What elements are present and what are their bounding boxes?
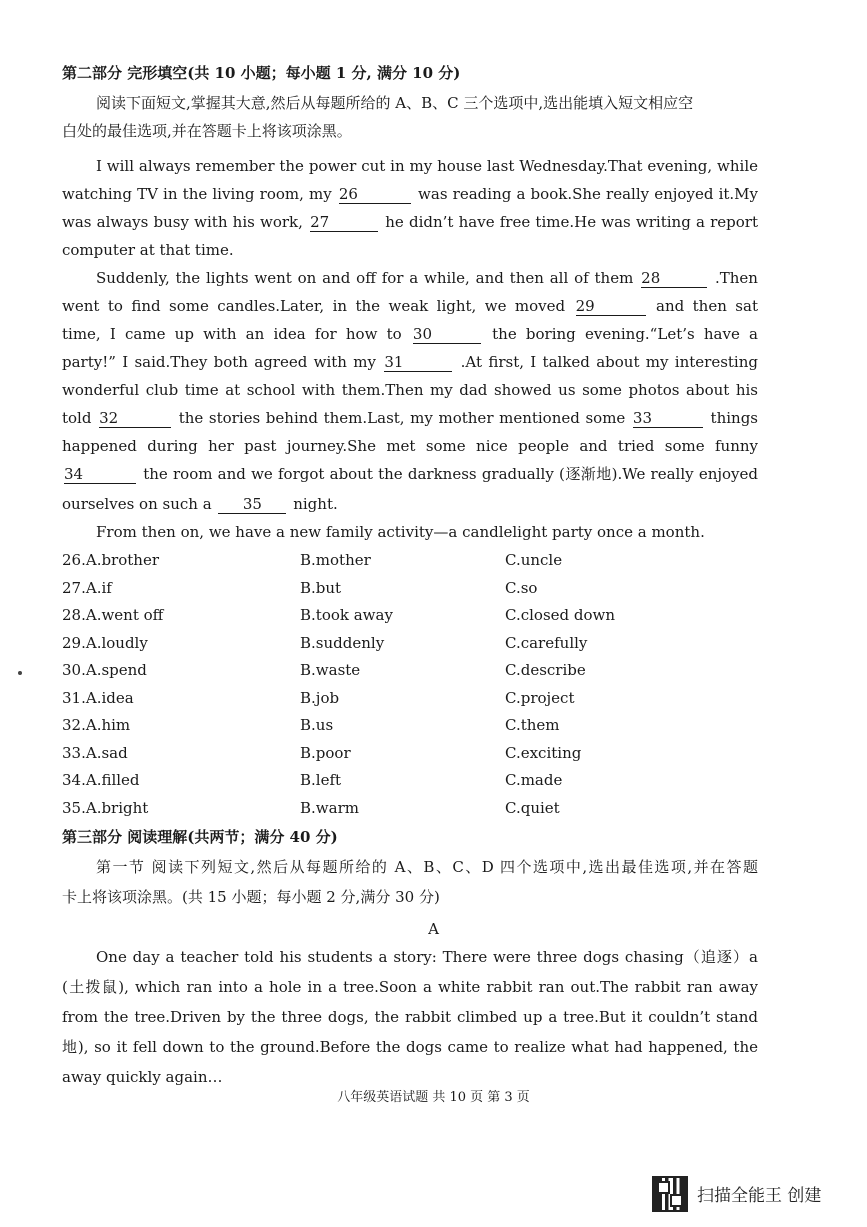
option-b: B.job (300, 688, 340, 707)
option-a: 30.A.spend (62, 661, 147, 679)
option-c: C.so (505, 578, 538, 597)
passage-line: 地), so it fell down to the ground.Before the dogs came to realize what had happened, the (62, 1038, 758, 1056)
option-c: C.quiet (505, 798, 560, 817)
blank-33: 33 (633, 409, 703, 428)
cloze-line: happened during her past journey.She met some nice people and tried some funny (62, 437, 758, 455)
option-a: 35.A.bright (62, 798, 149, 817)
part2-instruction-2: 白处的最佳选项,并在答题卡上将该项涂黑。 (62, 122, 352, 140)
part3-heading: 第三部分 阅读理解(共两节；满分 40 分) (62, 828, 338, 846)
blank-26: 26 (339, 185, 411, 204)
option-c: C.carefully (505, 633, 588, 652)
option-c: C.describe (505, 661, 586, 679)
option-b: B.waste (300, 661, 361, 679)
passage-line: away quickly again… (62, 1068, 223, 1086)
scan-dot (18, 671, 22, 675)
passage-line: from the tree.Driven by the three dogs, the rabbit climbed up a tree.But it couldn’t stand (62, 1008, 758, 1026)
option-c: C.made (505, 771, 563, 789)
cloze-line: told 32 the stories behind them.Last, my mother mentioned some 33 things (62, 409, 758, 427)
option-a: 31.A.idea (62, 688, 134, 707)
option-a: 34.A.filled (62, 771, 140, 789)
cloze-line: I will always remember the power cut in my house last Wednesday.That evening, while (96, 157, 758, 175)
part2-heading: 第二部分 完形填空(共 10 小题；每小题 1 分, 满分 10 分) (62, 64, 461, 82)
passage-line: One day a teacher told his students a story: There were three dogs chasing（追逐）a (96, 948, 758, 966)
blank-29: 29 (576, 297, 646, 316)
option-b: B.us (300, 716, 334, 734)
blank-34: 34 (64, 465, 136, 484)
cloze-line: time, I came up with an idea for how to 30 the boring evening.“Let’s have a (62, 325, 758, 343)
blank-35: 35 (218, 495, 286, 514)
option-b: B.left (300, 771, 342, 789)
option-a: 29.A.loudly (62, 633, 148, 652)
part2-instruction-1: 阅读下面短文,掌握其大意,然后从每题所给的 A、B、C 三个选项中,选出能填入短文相应空 (96, 94, 694, 112)
page-footer: 八年级英语试题 共 10 页 第 3 页 (337, 1090, 530, 1105)
passage-label: A (428, 920, 439, 938)
cloze-line: watching TV in the living room, my 26 was reading a book.She really enjoyed it.My (62, 185, 758, 203)
cloze-line: Suddenly, the lights went on and off for a while, and then all of them 28 .Then (96, 269, 758, 287)
cloze-line: 34 the room and we forgot about the darkness gradually (逐渐地).We really enjoyed (64, 465, 758, 483)
option-b: B.poor (300, 743, 351, 762)
option-b: B.suddenly (300, 633, 385, 652)
option-c: C.uncle (505, 551, 563, 569)
option-a: 28.A.went off (62, 606, 164, 624)
qr-code-icon (652, 1176, 688, 1212)
cloze-line: ourselves on such a 35 night. (62, 495, 338, 513)
blank-32: 32 (99, 409, 171, 428)
option-a: 26.A.brother (62, 551, 159, 569)
cloze-closing-line: From then on, we have a new family activity—a candlelight party once a month. (96, 523, 705, 541)
passage-line: (土拨鼠), which ran into a hole in a tree.Soon a white rabbit ran out.The rabbit ran away (62, 978, 758, 996)
part3-instruction-2: 卡上将该项涂黑。(共 15 小题；每小题 2 分,满分 30 分) (62, 888, 440, 906)
blank-27: 27 (310, 213, 378, 232)
option-b: B.took away (300, 606, 393, 624)
cloze-line: went to find some candles.Later, in the weak light, we moved 29 and then sat (62, 297, 758, 315)
option-a: 32.A.him (62, 716, 131, 734)
cloze-line: was always busy with his work, 27 he didn’t have free time.He was writing a report (62, 213, 758, 231)
cloze-line: wonderful club time at school with them.Then my dad showed us some photos about his (62, 381, 758, 399)
option-b: B.mother (300, 551, 371, 569)
option-c: C.closed down (505, 606, 616, 624)
blank-31: 31 (384, 353, 452, 372)
cloze-line: party!” I said.They both agreed with my 31 .At first, I talked about my interesting (62, 353, 758, 371)
cloze-line: computer at that time. (62, 241, 234, 259)
option-b: B.warm (300, 798, 359, 817)
part3-instruction-1: 第一节 阅读下列短文,然后从每题所给的 A、B、C、D 四个选项中,选出最佳选项,并在答题 (96, 858, 758, 876)
option-c: C.them (505, 716, 560, 734)
option-c: C.exciting (505, 743, 582, 762)
blank-30: 30 (413, 325, 481, 344)
option-c: C.project (505, 688, 575, 707)
option-a: 27.A.if (62, 578, 112, 597)
scanner-watermark: 扫描全能王 创建 (697, 1186, 822, 1206)
option-a: 33.A.sad (62, 743, 128, 762)
blank-28: 28 (641, 269, 707, 288)
option-b: B.but (300, 578, 342, 597)
